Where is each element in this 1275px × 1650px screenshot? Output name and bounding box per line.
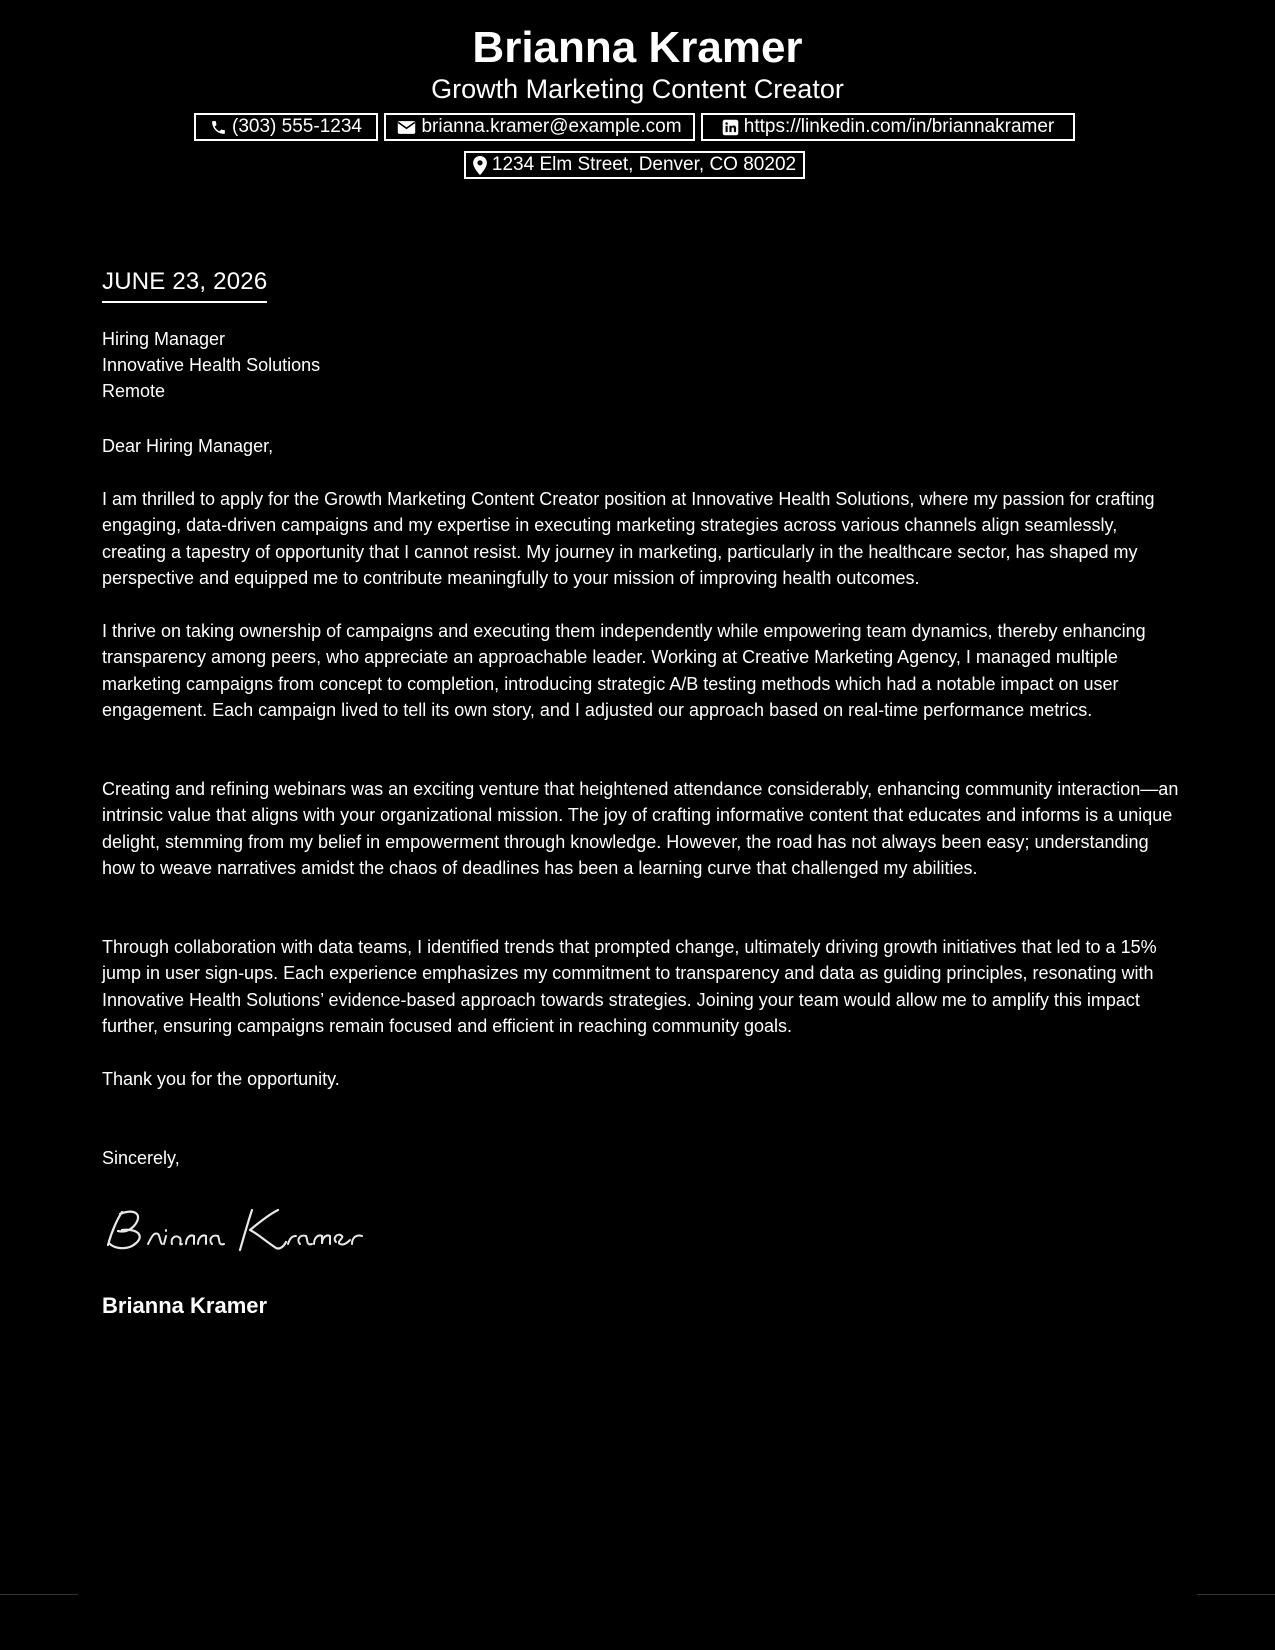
signer-name: Brianna Kramer <box>102 1293 268 1318</box>
paragraph-3: Creating and refining webinars was an exciting venture that heightened attendance considerably, enhancing community interaction—an intrinsic value that aligns with your organizational mission. The joy of crafting informative content that educates and informs is a unique delight, stemming from my belief in empowerment through knowledge. However, the road has not always been easy; understanding how to weave narratives amidst the chaos of deadlines has been a learning curve that challenged my abilities. <box>102 779 1179 879</box>
recipient-location: Remote <box>102 381 166 401</box>
linkedin-chip[interactable] <box>701 113 1075 141</box>
address-text: 1234 Elm Street, Denver, CO 80202 <box>491 154 797 175</box>
linkedin-text: https://linkedin.com/in/briannakramer <box>743 116 1055 137</box>
letter-date: JUNE 23, 2026 <box>102 267 267 303</box>
footer-rule-right <box>1197 1594 1275 1595</box>
recipient-name: Hiring Manager <box>102 329 226 349</box>
linkedin-icon <box>722 119 739 136</box>
salutation: Dear Hiring Manager, <box>102 436 274 456</box>
closing: Sincerely, <box>102 1148 180 1168</box>
handwritten-signature <box>100 1200 370 1260</box>
paragraph-5: Thank you for the opportunity. <box>102 1069 340 1089</box>
phone-icon <box>210 119 227 136</box>
email-text: brianna.kramer@example.com <box>421 116 682 137</box>
paragraph-1: I am thrilled to apply for the Growth Marketing Content Creator position at Innovative Health Solutions, where my passion for crafting engaging, data-driven campaigns and my expertise in executing marketing strategies across various channels align seamlessly, creating a tapestry of opportunity that I cannot resist. My journey in marketing, particularly in the healthcare sector, has shaped my perspective and equipped me to contribute meaningfully to your mission of improving health outcomes. <box>102 489 1155 589</box>
paragraph-4: Through collaboration with data teams, I identified trends that prompted change, ultimately driving growth initiatives that led to a 15% jump in user sign-ups. Each experience emphasizes my commitment to transparency and data as guiding principles, resonating with Innovative Health Solutions’ evidence-based approach towards strategies. Joining your team would allow me to amplify this impact further, ensuring campaigns remain focused and efficient in reaching community goals. <box>102 937 1157 1037</box>
phone-text: (303) 555-1234 <box>232 116 362 137</box>
footer-rule-left <box>0 1594 78 1595</box>
recipient-company: Innovative Health Solutions <box>102 355 321 375</box>
envelope-icon <box>397 120 416 135</box>
phone-chip[interactable] <box>194 113 378 141</box>
map-pin-icon <box>473 156 487 175</box>
paragraph-2: I thrive on taking ownership of campaigns and executing them independently while empowering team dynamics, thereby enhancing transparency among peers, who appreciate an approachable leader. Working at Creative Marketing Agency, I managed multiple marketing campaigns from concept to completion, introducing strategic A/B testing methods which had a notable impact on user engagement. Each campaign lived to tell its own story, and I adjusted our approach based on real-time performance metrics. <box>102 621 1146 721</box>
applicant-title: Growth Marketing Content Creator <box>431 74 844 104</box>
email-chip[interactable] <box>384 113 695 141</box>
applicant-name: Brianna Kramer <box>472 23 803 72</box>
address-chip[interactable] <box>464 151 805 179</box>
